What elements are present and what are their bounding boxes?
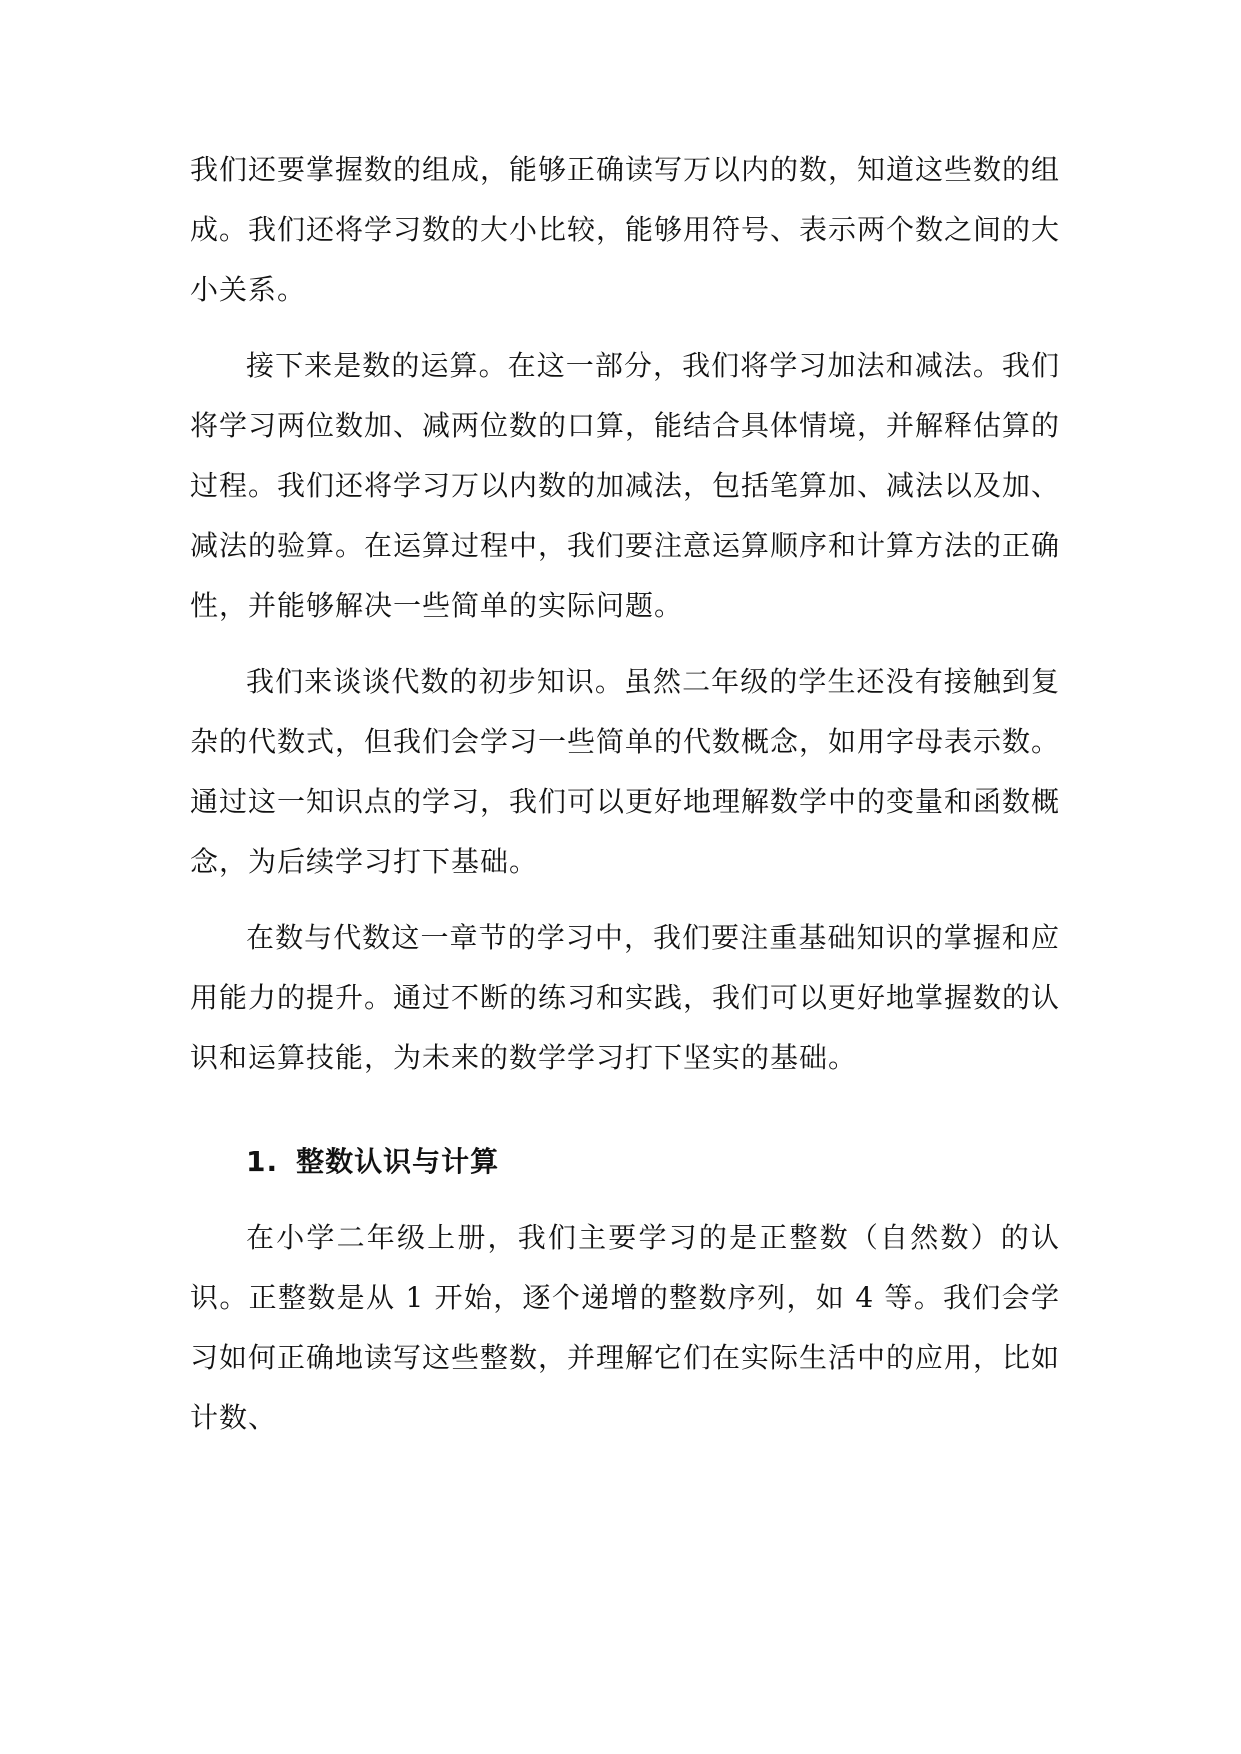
paragraph-chapter-summary: 在数与代数这一章节的学习中，我们要注重基础知识的掌握和应用能力的提升。通过不断的练习和实践，我们可以更好地掌握数的认识和运算技能，为未来的数学学习打下坚实的基础。 [190,921,1061,1074]
document-body [190,140,1060,1448]
section-heading [190,1132,1060,1192]
paragraph-algebra-basics: 我们来谈谈代数的初步知识。虽然二年级的学生还没有接触到复杂的代数式，但我们会学习一些简单的代数概念，如用字母表示数。通过这一知识点的学习，我们可以更好地理解数学中的变量和函数概念，为后续学习打下基础。 [190,665,1061,878]
section-heading-title: 整数认识与计算 [296,1145,500,1178]
paragraph-operations: 接下来是数的运算。在这一部分，我们将学习加法和减法。我们将学习两位数加、减两位数的口算，能结合具体情境，并解释估算的过程。我们还将学习万以内数的加减法，包括笔算加、减法以及加、减法的验算。在运算过程中，我们要注意运算顺序和计算方法的正确性，并能够解决一些简单的实际问题。 [190,349,1061,622]
paragraph-number-composition: 我们还要掌握数的组成，能够正确读写万以内的数，知道这些数的组成。我们还将学习数的大小比较，能够用符号、表示两个数之间的大小关系。 [190,153,1061,306]
paragraph-integers-intro: 在小学二年级上册，我们主要学习的是正整数（自然数）的认识。正整数是从 1 开始，逐个递增的整数序列，如 4 等。我们会学习如何正确地读写这些整数，并理解它们在实际生活中的应用，比如计数、 [190,1221,1061,1434]
section-heading-number: 1. [246,1145,279,1178]
